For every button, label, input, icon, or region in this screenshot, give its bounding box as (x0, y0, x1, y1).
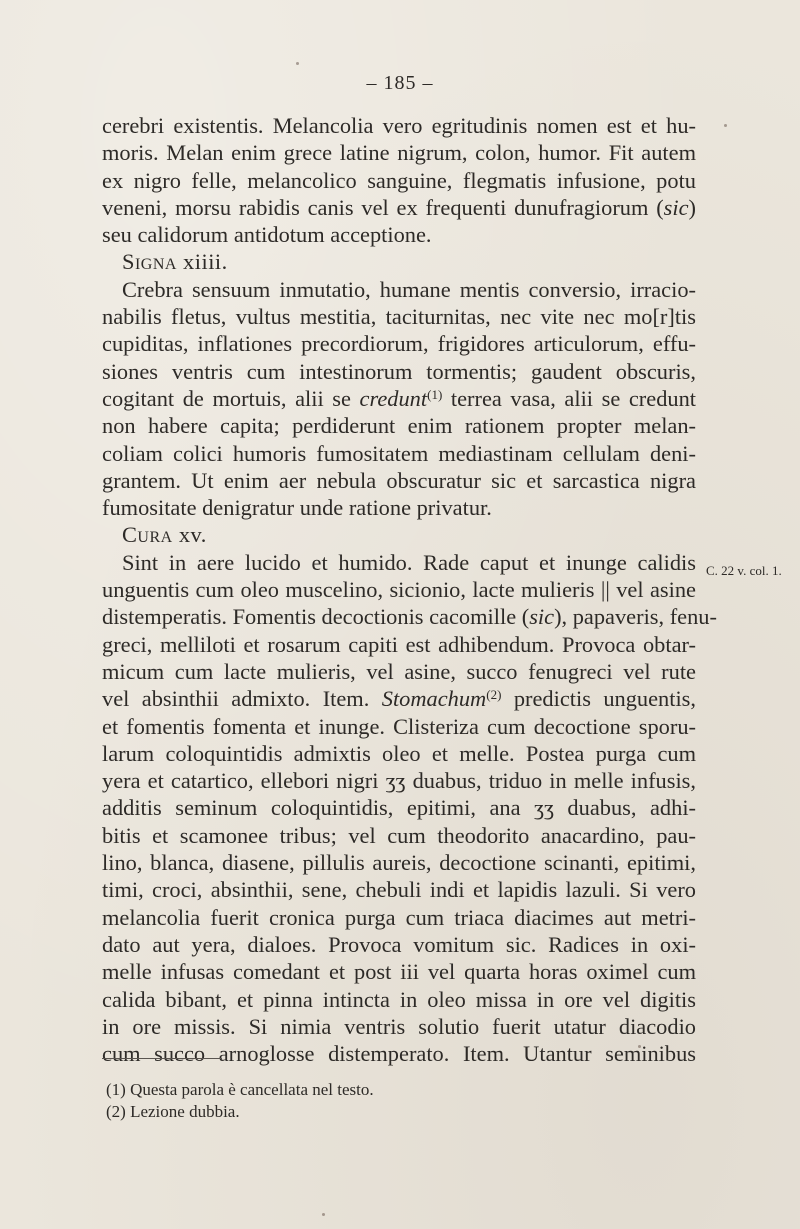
text-line (102, 904, 696, 931)
italic-word: sic (663, 194, 689, 220)
text-line (102, 876, 696, 903)
text-span: ) (688, 194, 696, 220)
text-line (102, 385, 696, 412)
italic-word: sic (529, 604, 555, 630)
text-line (102, 549, 696, 576)
text-span: xv. (172, 522, 207, 548)
text-span: siones ventris cum intestinorum tormentis; gaudent obscuris, (102, 358, 696, 384)
text-span: micum cum lacte mulieris, vel asine, succo fenugreci vel rute (102, 658, 696, 684)
text-span: et fomentis fomenta et inunge. Clisteriza cum decoctione sporu- (102, 713, 696, 739)
footnotes (106, 1079, 374, 1123)
text-span: dato aut yera, dialoes. Provoca vomitum sic. Radices in oxi- (102, 931, 696, 957)
footnote-rule (102, 1058, 222, 1059)
page-number: – 185 – (366, 72, 434, 94)
text-span: seu calidorum antidotum acceptione. (102, 222, 432, 248)
text-span: veneni, morsu rabidis canis vel ex frequenti dunufragiorum ( (102, 194, 664, 220)
text-span: coliam colici humoris fumositatem mediastinam cellulam deni- (102, 440, 696, 466)
text-line (102, 794, 696, 821)
text-span: in ore missis. Si nimia ventris solutio fuerit utatur diacodio (102, 1013, 696, 1039)
text-span: moris. Melan enim grece latine nigrum, colon, humor. Fit autem (102, 140, 696, 166)
text-span: ex nigro felle, melancolico sanguine, flegmatis infusione, potu (102, 167, 696, 193)
text-span: fumositate denigratur unde ratione privatur. (102, 495, 492, 521)
text-line (102, 167, 696, 194)
text-span: melancolia fuerit cronica purga cum triaca diacimes aut metri- (102, 904, 696, 930)
text-span: ), papaveris, fenu- (554, 604, 717, 630)
text-line (102, 139, 696, 166)
text-span: lino, blanca, diasene, pillulis aureis, decoctione scinanti, epitimi, (102, 850, 696, 876)
text-span: additis seminum coloquintidis, epitimi, ana ʒʒ duabus, adhi- (102, 795, 696, 821)
italic-word: Stomachum (381, 686, 487, 712)
italic-word: credunt (359, 385, 428, 411)
text-span: Sint in aere lucido et humido. Rade caput et inunge calidis (122, 549, 696, 575)
text-line (102, 358, 696, 385)
text-line (102, 849, 696, 876)
text-line (102, 112, 696, 139)
text-line (102, 330, 696, 357)
text-line (102, 1040, 696, 1067)
text-line (102, 658, 696, 685)
footnote: (2) Lezione dubbia. (106, 1102, 240, 1121)
text-span: vel absinthii admixto. Item. (102, 686, 382, 712)
text-line (102, 713, 696, 740)
text-line (102, 685, 696, 712)
scan-speck (296, 62, 299, 65)
text-line (102, 631, 696, 658)
footnote-ref: (1) (427, 386, 443, 402)
text-span: distemperatis. Fomentis decoctionis cacomille ( (102, 604, 530, 630)
text-span: non habere capita; perdiderunt enim rationem propter melan- (102, 413, 696, 439)
text-span: melle infusas comedant et post iii vel quarta horas oximel cum (102, 959, 696, 985)
text-line (102, 276, 696, 303)
text-span: larum coloquintidis admixtis oleo et melle. Postea purga cum (102, 740, 696, 766)
text-line (102, 931, 696, 958)
text-span: greci, melliloti et rosarum capiti est adhibendum. Provoca obtar- (102, 631, 696, 657)
margin-note: C. 22 v. col. 1. (706, 563, 782, 578)
text-span: calida bibant, et pinna intincta in oleo missa in ore vel digitis (102, 986, 696, 1012)
scan-speck (638, 1045, 641, 1048)
main-text (102, 112, 717, 1067)
section-heading (102, 248, 696, 275)
section-heading (102, 521, 696, 548)
text-line (102, 767, 696, 794)
text-line (102, 194, 696, 221)
heading-word: Cura (122, 522, 173, 548)
text-span: terrea vasa, alii se credunt (442, 385, 696, 411)
text-span: nabilis fletus, vultus mestitia, taciturnitas, nec vite nec mo[r]tis (102, 304, 696, 330)
text-span: cogitant de mortuis, alii se (102, 385, 360, 411)
footnote: (1) Questa parola è cancellata nel testo. (106, 1080, 374, 1099)
text-line (102, 440, 696, 467)
text-span: timi, croci, absinthii, sene, chebuli indi et lapidis lazuli. Si vero (102, 877, 696, 903)
text-line (102, 494, 696, 521)
text-line (102, 576, 696, 603)
text-span: bitis et scamonee tribus; vel cum theodorito anacardino, pau- (102, 822, 696, 848)
text-line (102, 1013, 696, 1040)
text-line (102, 740, 696, 767)
text-span: cum succo arnoglosse distemperato. Item. Utantur seminibus (102, 1041, 696, 1067)
text-line (102, 467, 696, 494)
text-span: xiiii. (176, 249, 228, 275)
text-line (102, 822, 696, 849)
text-line (102, 303, 696, 330)
text-span: Crebra sensuum inmutatio, humane mentis conversio, irracio- (122, 276, 696, 302)
text-span: unguentis cum oleo muscelino, sicionio, lacte mulieris || vel asine (102, 577, 696, 603)
scan-speck (322, 1213, 325, 1216)
text-span: grantem. Ut enim aer nebula obscuratur sic et sarcastica nigra (102, 467, 696, 493)
heading-word: Signa (122, 249, 177, 275)
text-span: cupiditas, inflationes precordiorum, frigidores articulorum, effu- (102, 331, 696, 357)
text-span: yera et catartico, ellebori nigri ʒʒ duabus, triduo in melle infusis, (102, 768, 696, 794)
scan-speck (724, 124, 727, 127)
text-span: cerebri existentis. Melancolia vero egritudinis nomen est et hu- (102, 113, 696, 138)
text-line (102, 986, 696, 1013)
text-line (102, 603, 717, 630)
footnote-ref: (2) (486, 687, 502, 703)
text-line (102, 412, 696, 439)
text-line (102, 221, 696, 248)
text-line (102, 958, 696, 985)
text-span: predictis unguentis, (501, 686, 696, 712)
